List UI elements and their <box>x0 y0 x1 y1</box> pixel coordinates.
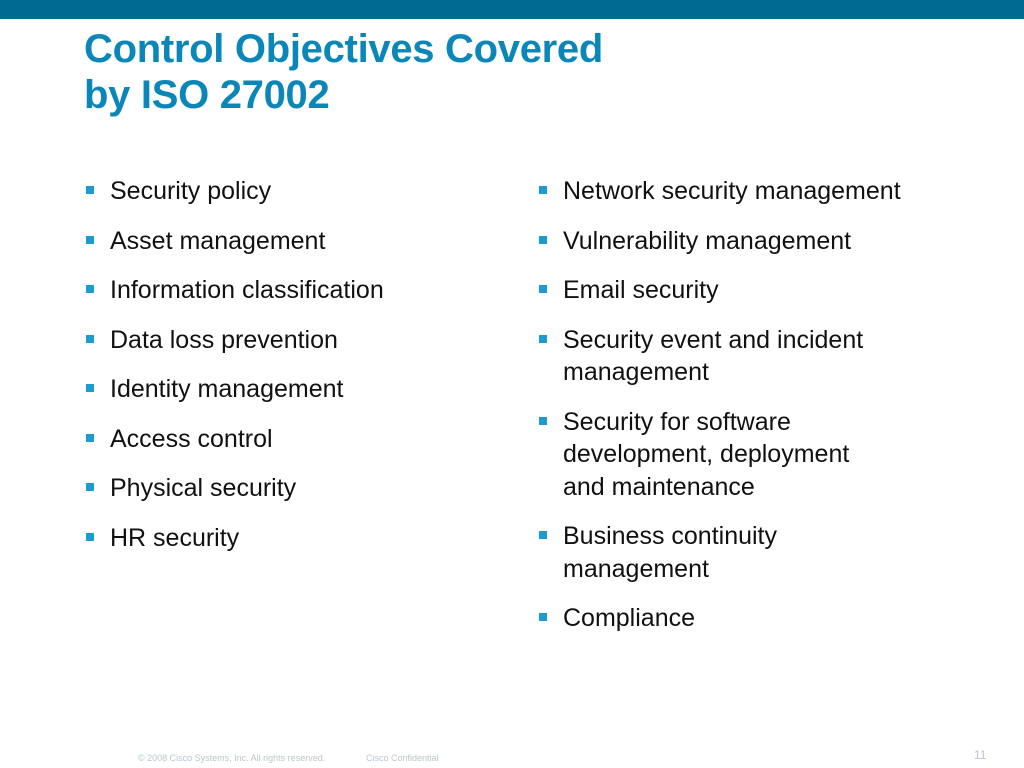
bullet-text: Business continuity management <box>563 522 778 583</box>
bullet-text: Vulnerability management <box>563 226 852 255</box>
top-banner-bar <box>0 0 1024 19</box>
bullet-item <box>84 423 504 456</box>
square-bullet-icon <box>86 285 94 293</box>
square-bullet-icon <box>86 335 94 343</box>
slide-title-line-1: Control Objectives Covered <box>84 27 603 71</box>
bullet-text: Identity management <box>110 375 344 403</box>
square-bullet-icon <box>86 533 94 541</box>
bullet-item <box>84 274 504 307</box>
left-bullet-list <box>84 175 504 571</box>
bullet-item <box>84 373 504 406</box>
square-bullet-icon <box>539 335 547 343</box>
square-bullet-icon <box>86 384 94 392</box>
bullet-text: Compliance <box>563 604 696 632</box>
bullet-item <box>537 406 893 504</box>
bullet-item <box>537 520 863 585</box>
bullet-item <box>84 472 504 505</box>
bullet-item <box>537 324 923 389</box>
bullet-text: Information classification <box>110 276 384 304</box>
bullet-text: Security event and incident management <box>563 325 864 386</box>
bullet-text: Access control <box>110 424 273 453</box>
bullet-item <box>84 522 504 555</box>
square-bullet-icon <box>539 285 547 293</box>
square-bullet-icon <box>86 434 94 442</box>
square-bullet-icon <box>539 531 547 539</box>
bullet-text: Data loss prevention <box>110 325 338 354</box>
square-bullet-icon <box>539 186 547 194</box>
bullet-text: Asset management <box>110 226 326 255</box>
bullet-item <box>537 225 977 258</box>
bullet-text: Email security <box>563 276 719 304</box>
bullet-item <box>537 175 977 208</box>
bullet-item <box>84 225 504 258</box>
bullet-text: Security policy <box>110 177 272 205</box>
bullet-item <box>537 274 977 307</box>
bullet-item <box>84 324 504 357</box>
page-number: 11 <box>974 748 987 762</box>
square-bullet-icon <box>86 483 94 491</box>
bullet-text: Network security management <box>563 177 901 205</box>
right-bullet-list <box>537 175 977 652</box>
bullet-text: Security for software development, deployment and maintenance <box>563 407 850 501</box>
slide-title <box>84 26 603 118</box>
footer-copyright: © 2008 Cisco Systems, Inc. All rights reserved. <box>138 753 326 763</box>
footer-confidential-label: Cisco Confidential <box>366 753 439 763</box>
bullet-item <box>537 602 977 635</box>
square-bullet-icon <box>539 613 547 621</box>
bullet-text: HR security <box>110 523 240 552</box>
square-bullet-icon <box>86 186 94 194</box>
slide-title-line-2: by ISO 27002 <box>84 73 330 117</box>
bullet-item <box>84 175 504 208</box>
bullet-text: Physical security <box>110 474 297 502</box>
square-bullet-icon <box>539 417 547 425</box>
square-bullet-icon <box>539 236 547 244</box>
square-bullet-icon <box>86 236 94 244</box>
